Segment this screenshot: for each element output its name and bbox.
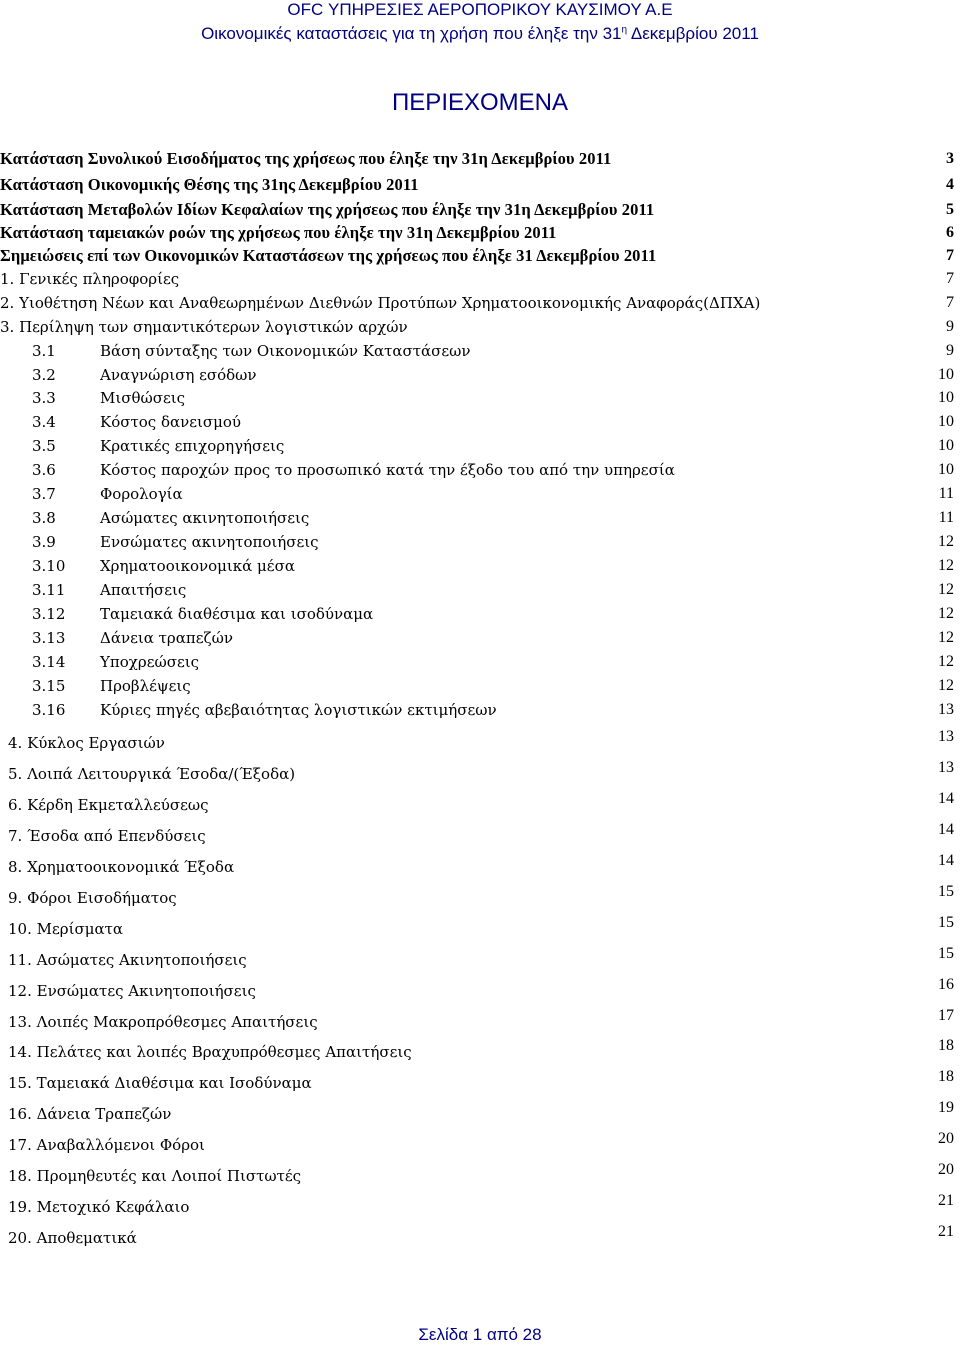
toc-subentry[interactable]: [0, 651, 960, 673]
toc-entry-page: 11: [938, 485, 954, 502]
toc-entry-page: 12: [938, 605, 954, 622]
toc-subentry-label: Ταμειακά διαθέσιμα και ισοδύναμα: [100, 605, 374, 623]
toc-entry-label: Κατάσταση Συνολικού Εισοδήματος της χρήσεως που έληξε την 31η Δεκεμβρίου 2011: [0, 149, 612, 168]
toc-entry[interactable]: [0, 852, 960, 878]
toc-entry[interactable]: [0, 883, 960, 909]
toc-entry-page: 14: [938, 852, 954, 869]
toc-entry-page: 14: [938, 790, 954, 807]
toc-entry-page: 20: [938, 1130, 954, 1147]
toc-entry-label: Κατάσταση Μεταβολών Ιδίων Κεφαλαίων της χρήσεως που έληξε την 31η Δεκεμβρίου 2011: [0, 200, 655, 219]
toc-entry[interactable]: [0, 316, 960, 338]
subtitle-text: Οικονομικές καταστάσεις για τη χρήση που έληξε την 31: [201, 24, 622, 43]
toc-entry-label: 10. Μερίσματα: [8, 920, 123, 938]
toc-entry-page: 13: [938, 759, 954, 776]
toc-entry-page: 18: [938, 1068, 954, 1085]
toc-entry[interactable]: [0, 199, 960, 221]
toc-subentry[interactable]: [0, 507, 960, 529]
toc-entry-page: 10: [938, 366, 954, 383]
toc-entry-label: 3. Περίληψη των σημαντικότερων λογιστικών αρχών: [0, 318, 408, 336]
toc-entry-page: 12: [938, 629, 954, 646]
toc-entry-page: 10: [938, 461, 954, 478]
toc-entry-page: 9: [946, 318, 954, 335]
toc-entry[interactable]: [0, 728, 960, 754]
toc-entry-label: 1. Γενικές πληροφορίες: [0, 270, 180, 288]
toc-subentry-number: 3.11: [32, 581, 66, 599]
toc-title: ΠΕΡΙΕΧΟΜΕΝΑ: [391, 89, 569, 116]
toc-subentry[interactable]: [0, 459, 960, 481]
toc-entry-page: 13: [938, 728, 954, 745]
toc-entry-label: 2. Υιοθέτηση Νέων και Αναθεωρημένων Διεθνών Προτύπων Χρηματοοικονομικής Αναφοράς(ΔΠΧΑ): [0, 294, 761, 312]
subtitle-superscript: η: [621, 24, 628, 36]
toc-entry-page: 21: [938, 1192, 954, 1209]
toc-entry-label: 12. Ενσώματες Ακινητοποιήσεις: [8, 982, 256, 1000]
toc-subentry[interactable]: [0, 340, 960, 362]
toc-entry-label: 17. Αναβαλλόμενοι Φόροι: [8, 1136, 205, 1154]
toc-entry-page: 7: [946, 247, 954, 264]
toc-entry[interactable]: [0, 759, 960, 785]
toc-subentry-number: 3.7: [32, 485, 56, 503]
document-header-company: OFC ΥΠΗΡΕΣΙΕΣ ΑΕΡΟΠΟΡΙΚΟΥ ΚΑΥΣΙΜΟΥ Α.Ε: [287, 0, 673, 19]
toc-subentry[interactable]: [0, 627, 960, 649]
toc-entry-label: 20. Αποθεματικά: [8, 1229, 137, 1247]
toc-entry[interactable]: [0, 1192, 960, 1218]
toc-entry[interactable]: [0, 222, 960, 244]
toc-entry[interactable]: [0, 292, 960, 314]
toc-subentry[interactable]: [0, 483, 960, 505]
toc-subentry-label: Κόστος δανεισμού: [100, 413, 242, 431]
toc-entry-page: 10: [938, 413, 954, 430]
toc-subentry-number: 3.1: [32, 342, 56, 360]
toc-subentry-label: Προβλέψεις: [100, 677, 191, 695]
toc-entry[interactable]: [0, 1223, 960, 1249]
toc-subentry[interactable]: [0, 387, 960, 409]
toc-entry-page: 7: [946, 294, 954, 311]
toc-entry-page: 9: [946, 342, 954, 359]
toc-entry-page: 4: [946, 176, 954, 193]
toc-subentry[interactable]: [0, 675, 960, 697]
toc-entry-label: 15. Ταμειακά Διαθέσιμα και Ισοδύναμα: [8, 1074, 312, 1092]
toc-subentry-label: Μισθώσεις: [100, 389, 186, 407]
toc-entry-label: 19. Μετοχικό Κεφάλαιο: [8, 1198, 190, 1216]
toc-entry-label: 18. Προμηθευτές και Λοιποί Πιστωτές: [8, 1167, 302, 1185]
toc-subentry-label: Ασώματες ακινητοποιήσεις: [100, 509, 310, 527]
toc-subentry-number: 3.14: [32, 653, 66, 671]
toc-subentry[interactable]: [0, 555, 960, 577]
toc-subentry-label: Δάνεια τραπεζών: [100, 629, 233, 647]
toc-entry[interactable]: [0, 945, 960, 971]
toc-entry-page: 13: [938, 701, 954, 718]
toc-entry-page: 17: [938, 1007, 954, 1024]
toc-entry-page: 15: [938, 883, 954, 900]
toc-subentry-label: Βάση σύνταξης των Οικονομικών Καταστάσεων: [100, 342, 471, 360]
toc-subentry-label: Χρηματοοικονομικά μέσα: [100, 557, 295, 575]
toc-entry-label: 13. Λοιπές Μακροπρόθεσμες Απαιτήσεις: [8, 1013, 318, 1031]
toc-entry-page: 12: [938, 557, 954, 574]
toc-entry-page: 5: [946, 201, 954, 218]
toc-entry-page: 18: [938, 1037, 954, 1054]
toc-subentry[interactable]: [0, 603, 960, 625]
toc-subentry-number: 3.4: [32, 413, 56, 431]
toc-subentry-number: 3.15: [32, 677, 66, 695]
toc-entry-page: 12: [938, 533, 954, 550]
toc-subentry-number: 3.3: [32, 389, 56, 407]
toc-entry[interactable]: [0, 821, 960, 847]
toc-entry-page: 19: [938, 1099, 954, 1116]
toc-entry-page: 20: [938, 1161, 954, 1178]
toc-subentry-number: 3.12: [32, 605, 66, 623]
toc-subentry[interactable]: [0, 579, 960, 601]
toc-subentry[interactable]: [0, 435, 960, 457]
toc-entry-label: 8. Χρηματοοικονομικά Έξοδα: [8, 858, 235, 876]
toc-entry-page: 12: [938, 581, 954, 598]
subtitle-date: Δεκεμβρίου 2011: [627, 24, 759, 43]
toc-entry-page: 7: [946, 270, 954, 287]
toc-entry[interactable]: [0, 1161, 960, 1187]
toc-entry-page: 10: [938, 389, 954, 406]
toc-entry-page: 16: [938, 976, 954, 993]
toc-subentry[interactable]: [0, 364, 960, 386]
toc-subentry-number: 3.9: [32, 533, 56, 551]
toc-entry-page: 3: [946, 150, 954, 167]
toc-entry[interactable]: [0, 1007, 960, 1033]
toc-entry-label: 6. Κέρδη Εκμεταλλεύσεως: [8, 796, 209, 814]
toc-entry[interactable]: [0, 790, 960, 816]
toc-subentry-number: 3.5: [32, 437, 56, 455]
toc-subentry-number: 3.10: [32, 557, 66, 575]
toc-subentry-label: Φορολογία: [100, 485, 183, 503]
toc-subentry-label: Υποχρεώσεις: [100, 653, 199, 671]
toc-entry-label: Κατάσταση Οικονομικής Θέσης της 31ης Δεκεμβρίου 2011: [0, 175, 419, 194]
toc-entry[interactable]: [0, 914, 960, 940]
document-header-subtitle: [0, 24, 960, 44]
toc-subentry-label: Κόστος παροχών προς το προσωπικό κατά την έξοδο του από την υπηρεσία: [100, 461, 675, 479]
toc-entry[interactable]: [0, 1068, 960, 1094]
toc-entry[interactable]: [0, 174, 960, 196]
toc-entry[interactable]: [0, 268, 960, 290]
toc-entry-label: Σημειώσεις επί των Οικονομικών Καταστάσεων της χρήσεως που έληξε 31 Δεκεμβρίου 2011: [0, 246, 657, 265]
toc-entry-page: 15: [938, 914, 954, 931]
toc-subentry-label: Κρατικές επιχορηγήσεις: [100, 437, 285, 455]
toc-entry[interactable]: [0, 245, 960, 267]
toc-entry-label: Κατάσταση ταμειακών ροών της χρήσεως που έληξε την 31η Δεκεμβρίου 2011: [0, 223, 557, 242]
toc-subentry[interactable]: [0, 411, 960, 433]
toc-entry-page: 10: [938, 437, 954, 454]
toc-entry-label: 4. Κύκλος Εργασιών: [8, 734, 165, 752]
toc-subentry[interactable]: [0, 531, 960, 553]
toc-subentry-label: Ενσώματες ακινητοποιήσεις: [100, 533, 319, 551]
toc-subentry-label: Κύριες πηγές αβεβαιότητας λογιστικών εκτιμήσεων: [100, 701, 497, 719]
toc-entry-page: 6: [946, 224, 954, 241]
toc-entry-label: 9. Φόροι Εισοδήματος: [8, 889, 177, 907]
toc-subentry-number: 3.16: [32, 701, 66, 719]
toc-entry[interactable]: [0, 1130, 960, 1156]
toc-entry-label: 7. Έσοδα από Επενδύσεις: [8, 827, 206, 845]
toc-entry-label: 16. Δάνεια Τραπεζών: [8, 1105, 172, 1123]
toc-entry[interactable]: [0, 148, 960, 170]
toc-subentry-number: 3.8: [32, 509, 56, 527]
toc-subentry-number: 3.2: [32, 366, 56, 384]
toc-subentry-label: Απαιτήσεις: [100, 581, 187, 599]
toc-entry[interactable]: [0, 1099, 960, 1125]
toc-entry-label: 14. Πελάτες και λοιπές Βραχυπρόθεσμες Απαιτήσεις: [8, 1043, 412, 1061]
toc-entry-label: 11. Ασώματες Ακινητοποιήσεις: [8, 951, 247, 969]
toc-entry[interactable]: [0, 1037, 960, 1063]
page-footer: Σελίδα 1 από 28: [418, 1325, 542, 1344]
toc-subentry[interactable]: [0, 699, 960, 721]
toc-entry-page: 15: [938, 945, 954, 962]
toc-entry-page: 21: [938, 1223, 954, 1240]
toc-entry-page: 12: [938, 677, 954, 694]
toc-entry[interactable]: [0, 976, 960, 1002]
toc-subentry-number: 3.6: [32, 461, 56, 479]
toc-entry-page: 12: [938, 653, 954, 670]
toc-entry-page: 11: [938, 509, 954, 526]
toc-entry-page: 14: [938, 821, 954, 838]
toc-entry-label: 5. Λοιπά Λειτουργικά Έσοδα/(Έξοδα): [8, 765, 296, 783]
toc-subentry-number: 3.13: [32, 629, 66, 647]
toc-subentry-label: Αναγνώριση εσόδων: [100, 366, 257, 384]
